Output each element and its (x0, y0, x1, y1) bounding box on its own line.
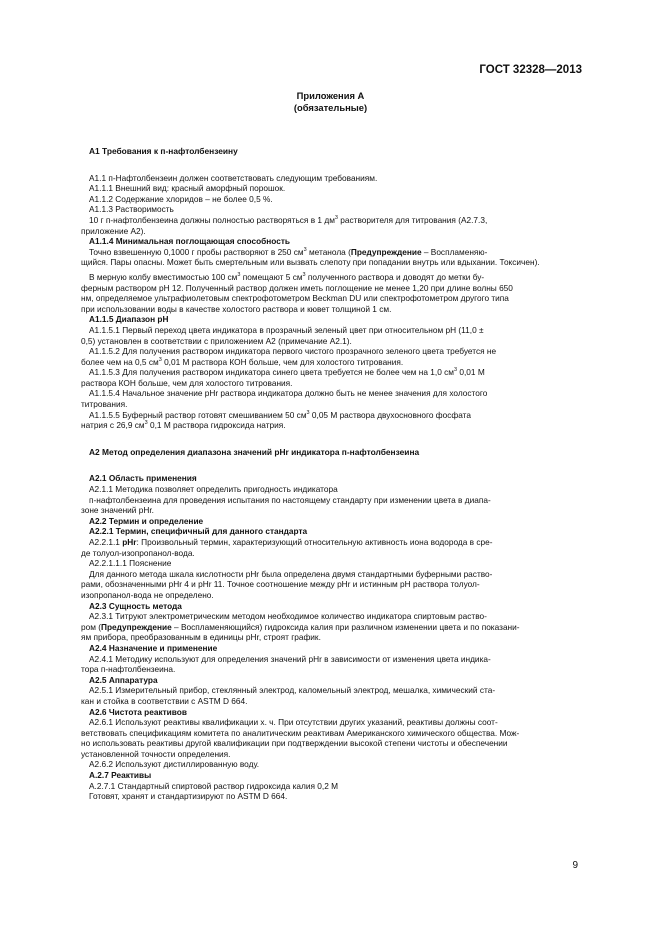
text-line: А1.1.1 Внешний вид: красный аморфный порошок. (89, 183, 286, 194)
text-line: ром (Предупреждение – Воспламеняющийся) гидроксида калия при различном изменении цвета и по показани- (81, 621, 520, 632)
subsection-title: А2.6 Чистота реактивов (89, 706, 187, 717)
page-number: 9 (572, 860, 578, 871)
text-line: В мерную колбу вместимостью 100 $см^3$ помещают 5 $см^3$ полученного раствора и доводят до метки бу- (89, 271, 485, 282)
subsection-title: А1.1.4 Минимальная поглощающая способность (89, 236, 291, 247)
text-line: тора п-нафтолбензеина. (81, 664, 176, 675)
text-line: зоне значений pHr. (81, 505, 154, 516)
text-line: А2.6.1 Используют реактивы квалификации х. ч. При отсутствии других указаний, реактивы должны соот- (89, 717, 498, 728)
text-line: А2.1.1 Методика позволяет определить пригодность индикатора (89, 484, 338, 495)
text-line: А1.1.5.5 Буферный раствор готовят смешиванием 50 $см^3$ 0,05 М раствора двухосновного фосфата (89, 409, 471, 420)
section-a1-title: А1 Требования к п-нафтолбензеину (89, 146, 238, 156)
standard-number: ГОСТ 32328—2013 (479, 64, 582, 76)
text-line: титрования. (81, 399, 128, 410)
text-line: А1.1 п-Нафтолбензеин должен соответствовать следующим требованиям. (89, 172, 378, 183)
subsection-title: А.2.7 Реактивы (89, 770, 152, 781)
text-line: кан и стойка в соответствии с ASTM D 664. (81, 695, 248, 706)
appendix-title: Приложения А (296, 90, 365, 101)
text-line: А1.1.5.1 Первый переход цвета индикатора в прозрачный зеленый цвет при относительном pH (11,0 ± (89, 324, 484, 335)
text-line: А2.3.1 Титруют электрометрическим методом необходимое количество индикатора спиртовым раство- (89, 611, 487, 622)
text-line: А2.2.1.1.1 Пояснение (89, 558, 172, 569)
text-line: А1.1.2 Содержание хлоридов – не более 0,5 %. (89, 193, 273, 204)
text-line: раствора КОН больше, чем для холостого титрования. (81, 377, 293, 388)
text-line: при использовании воды в качестве холостого раствора и кювет толщиной 1 см. (81, 303, 392, 314)
text-line: натрия с 26,9 $см^3$ 0,1 М раствора гидроксида натрия. (81, 420, 286, 431)
text-line: А2.2.1.1 pHr: Произвольный термин, характеризующий относительную активность иона водорода в сре- (89, 537, 493, 547)
text-line: 10 г п-нафтолбензеина должны полностью растворяться в 1 $дм^3$ растворителя для титрования (А2.7.3, (89, 214, 488, 225)
subsection-title: А2.4 Назначение и применение (89, 642, 218, 653)
text-line: ветствовать спецификациям комитета по аналитическим реактивам Американского химического общества. Мож- (81, 727, 520, 738)
subsection-title: А2.2.1 Термин, специфичный для данного стандарта (89, 526, 308, 537)
text-line: Точно взвешенную 0,1000 г пробы растворяют в 250 $см^3$ метанола (Предупреждение – Воспламеняю- (89, 246, 488, 257)
subsection-title: А2.1 Область применения (89, 473, 197, 484)
document-body (81, 146, 582, 802)
text-line: ферным раствором pH 12. Полученный раствор должен иметь поглощение не менее 1,20 при длине волны 650 (81, 282, 513, 293)
text-line: но использовать реактивы другой квалификации при подтверждении высокой степени чистоты и обеспечении (81, 738, 508, 749)
text-line: де толуол-изопропанол-вода. (81, 547, 195, 558)
appendix-subtitle: (обязательные) (293, 102, 368, 113)
text-line: 0,5) установлен в соответствии с приложением А2 (примечание А2.1). (81, 335, 352, 346)
text-line: рами, обозначенными pHr 4 и pHr 11. Точное соотношение между pHr и истинным pH раствора толуол- (81, 579, 480, 590)
text-line: установленной точности определения. (81, 748, 231, 759)
text-line: более чем на 0,5 $см^3$ 0,01 М раствора КОН больше, чем для холостого титрования. (81, 356, 404, 367)
text-line: п-нафтолбензеина для проведения испытания по настоящему стандарту при изменении цвета в диапа- (89, 494, 491, 505)
subsection-title: А1.1.5 Диапазон pH (89, 314, 169, 325)
section-a2-title: А2 Метод определения диапазона значений pHr индикатора п-нафтолбензеина (89, 446, 420, 457)
text-line: А1.1.3 Растворимость (89, 204, 174, 215)
text-line: Для данного метода шкала кислотности pHr была определена двумя стандартными буферными раство- (89, 568, 493, 579)
text-line: А1.1.5.4 Начальное значение pHr раствора индикатора должно быть не менее значения для холостого (89, 388, 488, 399)
text-line: щийся. Пары опасны. Может быть смертельным или вызвать слепоту при попадании внутрь или вдыхании. Токсичен). (81, 257, 540, 268)
text-line: А2.6.2 Используют дистиллированную воду. (89, 759, 260, 770)
text-line: изопропанол-вода не определено. (81, 589, 214, 600)
subsection-title: А2.5 Аппаратура (89, 674, 158, 685)
text-line: ям прибора, преобразованным в единицы pHr, строят график. (81, 632, 321, 643)
appendix-heading (0, 90, 661, 114)
text-line: А2.5.1 Измерительный прибор, стеклянный электрод, каломельный электрод, мешалка, химический ста- (89, 685, 496, 696)
text-line: Готовят, хранят и стандартизируют по ASTM D 664. (89, 791, 288, 802)
text-line: приложение А2). (81, 225, 146, 236)
subsection-title: А2.3 Сущность метода (89, 600, 182, 611)
text-line: А.2.7.1 Стандартный спиртовой раствор гидроксида калия 0,2 М (89, 780, 339, 791)
text-line: нм, определяемое ультрафиолетовым спектрофотометром Beckman DU или спектрофотометром другого типа (81, 293, 509, 304)
text-line: А2.4.1 Методику используют для определения значений pHr в зависимости от изменения цвета индика- (89, 653, 491, 664)
text-line: А1.1.5.2 Для получения раствором индикатора первого чистого прозрачного зеленого цвета требуется не (89, 346, 497, 357)
subsection-title: А2.2 Термин и определение (89, 515, 204, 526)
text-line: А1.1.5.3 Для получения раствором индикатора синего цвета требуется не более чем на 1,0 $см^3$ 0,01 М (89, 367, 485, 378)
